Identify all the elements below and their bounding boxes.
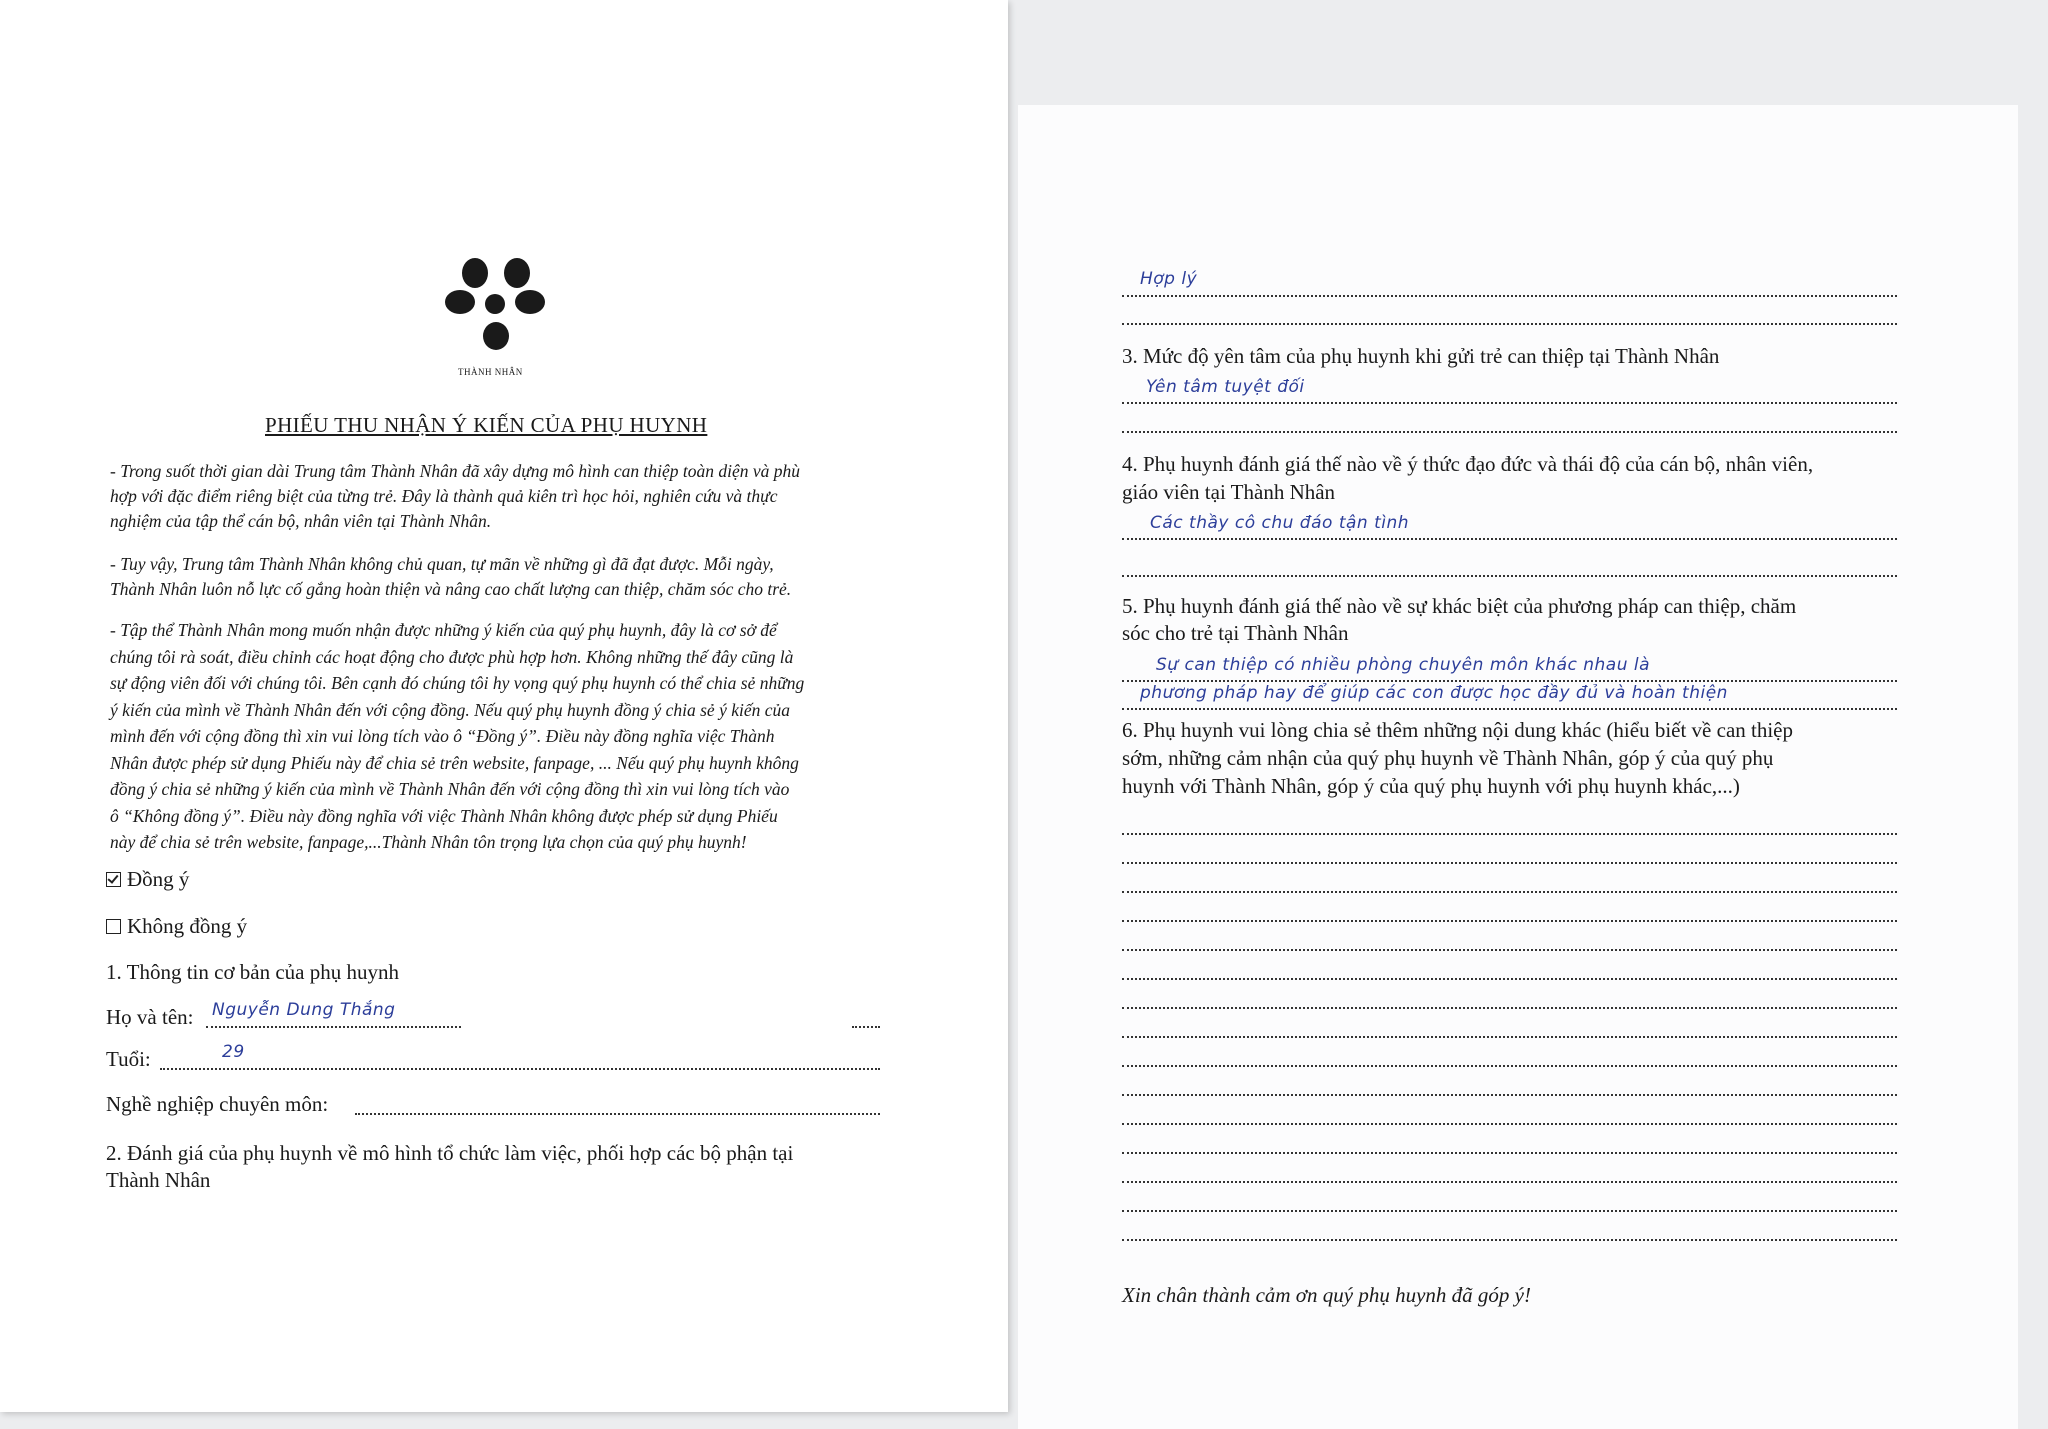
paragraph-line: - Tập thể Thành Nhân mong muốn nhận được những ý kiến của quý phụ huynh, đây là cơ sở để [110,620,777,640]
disagree-option[interactable] [106,913,247,939]
age-value[interactable]: 29 [222,1042,245,1062]
answer6-line [1122,1181,1897,1183]
question-3: 3. Mức độ yên tâm của phụ huynh khi gửi trẻ can thiệp tại Thành Nhân [1122,344,1720,368]
agree-checkbox[interactable] [106,872,121,887]
paragraph-line: chúng tôi rà soát, điều chỉnh các hoạt động cho được phù hợp hơn. Không những thế đây cũng là [110,646,794,667]
answer5-value-line1[interactable]: Sự can thiệp có nhiều phòng chuyên môn khác nhau là [1156,655,1651,675]
answer5-line [1122,680,1897,682]
age-field-line [160,1068,880,1070]
age-label: Tuổi: [106,1047,151,1071]
answer6-line [1122,1007,1897,1009]
agree-option[interactable] [106,866,189,892]
question-6-line3: huynh với Thành Nhân, góp ý của quý phụ huynh với phụ huynh khác,...) [1122,774,1740,798]
intro-paragraph-3 [110,617,890,856]
answer6-line [1122,949,1897,951]
paragraph-line: hợp với đặc điểm riêng biệt của từng trẻ. Đây là thành quả kiên trì học hỏi, nghiên cứu và thực [110,486,778,506]
logo-text: THÀNH NHÂN [458,367,523,377]
agree-label: Đồng ý [127,867,190,891]
answer2-line [1122,295,1897,297]
answer6-line [1122,891,1897,893]
paragraph-line: - Tuy vậy, Trung tâm Thành Nhân không chủ quan, tự mãn về những gì đã đạt được. Mỗi ngày, [110,554,774,574]
job-label: Nghề nghiệp chuyên môn: [106,1092,329,1116]
paragraph-line: ô “Không đồng ý”. Điều này đồng nghĩa với việc Thành Nhân không được phép sử dụng Phiếu [110,805,778,826]
name-field-line [206,1026,461,1028]
disagree-label: Không đồng ý [127,914,248,938]
answer4-line-2 [1122,575,1897,577]
paragraph-line: - Trong suốt thời gian dài Trung tâm Thành Nhân đã xây dựng mô hình can thiệp toàn diện và phù [110,461,801,481]
answer6-line [1122,1152,1897,1154]
answer6-line [1122,1065,1897,1067]
paragraph-line: đồng ý chia sẻ những ý kiến của mình về Thành Nhân đến với cộng đồng thì xin vui lòng tích vào [110,779,790,799]
intro-paragraph-2 [110,552,890,602]
intro-paragraph-1 [110,459,890,534]
paragraph-line: nghiệm của tập thể cán bộ, nhân viên tại Thành Nhân. [110,511,492,531]
disagree-checkbox[interactable] [106,919,121,934]
thanh-nhan-logo [443,258,563,358]
name-value[interactable]: Nguyễn Dung Thắng [212,1000,396,1020]
paragraph-line: sự động viên đối với chúng tôi. Bên cạnh đó chúng tôi hy vọng quý phụ huynh có thể chia sẻ những [110,673,805,693]
job-field-line [355,1113,880,1115]
answer3-value[interactable]: Yên tâm tuyệt đối [1146,377,1305,397]
name-label: Họ và tên: [106,1005,194,1029]
right-page [1018,105,2018,1429]
question-6-line2: sớm, những cảm nhận của quý phụ huynh về Thành Nhân, góp ý của quý phụ [1122,746,1774,770]
answer2-value[interactable]: Hợp lý [1140,269,1198,289]
answer6-line [1122,1239,1897,1241]
question-5-line1: 5. Phụ huynh đánh giá thế nào về sự khác biệt của phương pháp can thiệp, chăm [1122,594,1797,618]
paragraph-line: này để chia sẻ trên website, fanpage,...Thành Nhân tôn trọng lựa chọn của quý phụ huynh! [110,832,747,852]
question-4-line1: 4. Phụ huynh đánh giá thế nào về ý thức đạo đức và thái độ của cán bộ, nhân viên, [1122,452,1814,476]
paragraph-line: mình đến với cộng đồng thì xin vui lòng tích vào ô “Đồng ý”. Điều này đồng nghĩa việc Thành [110,726,775,746]
section2-title-line1: 2. Đánh giá của phụ huynh về mô hình tổ chức làm việc, phối hợp các bộ phận tại [106,1141,794,1165]
paragraph-line: Nhân được phép sử dụng Phiếu này để chia sẻ trên website, fanpage, ... Nếu quý phụ huynh không [110,752,799,773]
answer6-line [1122,1210,1897,1212]
section2-title-line2: Thành Nhân [106,1168,211,1192]
answer6-line [1122,978,1897,980]
answer6-line [1122,833,1897,835]
answer5-value-line2[interactable]: phương pháp hay để giúp các con được học đầy đủ và hoàn thiện [1140,683,1728,703]
paragraph-line: Thành Nhân luôn nỗ lực cố gắng hoàn thiện và nâng cao chất lượng can thiệp, chăm sóc cho trẻ. [110,579,792,599]
answer4-value[interactable]: Các thầy cô chu đáo tận tình [1150,513,1410,533]
answer6-line [1122,920,1897,922]
question-4-line2: giáo viên tại Thành Nhân [1122,480,1336,504]
thank-you-note: Xin chân thành cảm ơn quý phụ huynh đã góp ý! [1122,1283,1531,1307]
question-5-line2: sóc cho trẻ tại Thành Nhân [1122,621,1349,645]
answer3-line [1122,402,1897,404]
answer6-line [1122,1123,1897,1125]
answer3-line-2 [1122,431,1897,433]
name-field-line-end [852,1026,880,1028]
answer4-line [1122,538,1897,540]
answer6-line [1122,1036,1897,1038]
answer6-line [1122,862,1897,864]
answer6-line [1122,1094,1897,1096]
form-title: PHIẾU THU NHẬN Ý KIẾN CỦA PHỤ HUYNH [265,413,708,437]
paragraph-line: ý kiến của mình về Thành Nhân đến với cộng đồng. Nếu quý phụ huynh đồng ý chia sẻ ý kiến của [110,699,791,720]
answer5-line-2 [1122,708,1897,710]
question-6-line1: 6. Phụ huynh vui lòng chia sẻ thêm những nội dung khác (hiểu biết về can thiệp [1122,718,1794,742]
section1-title: 1. Thông tin cơ bản của phụ huynh [106,960,400,984]
answer2-line-2 [1122,323,1897,325]
left-page [0,0,1008,1412]
